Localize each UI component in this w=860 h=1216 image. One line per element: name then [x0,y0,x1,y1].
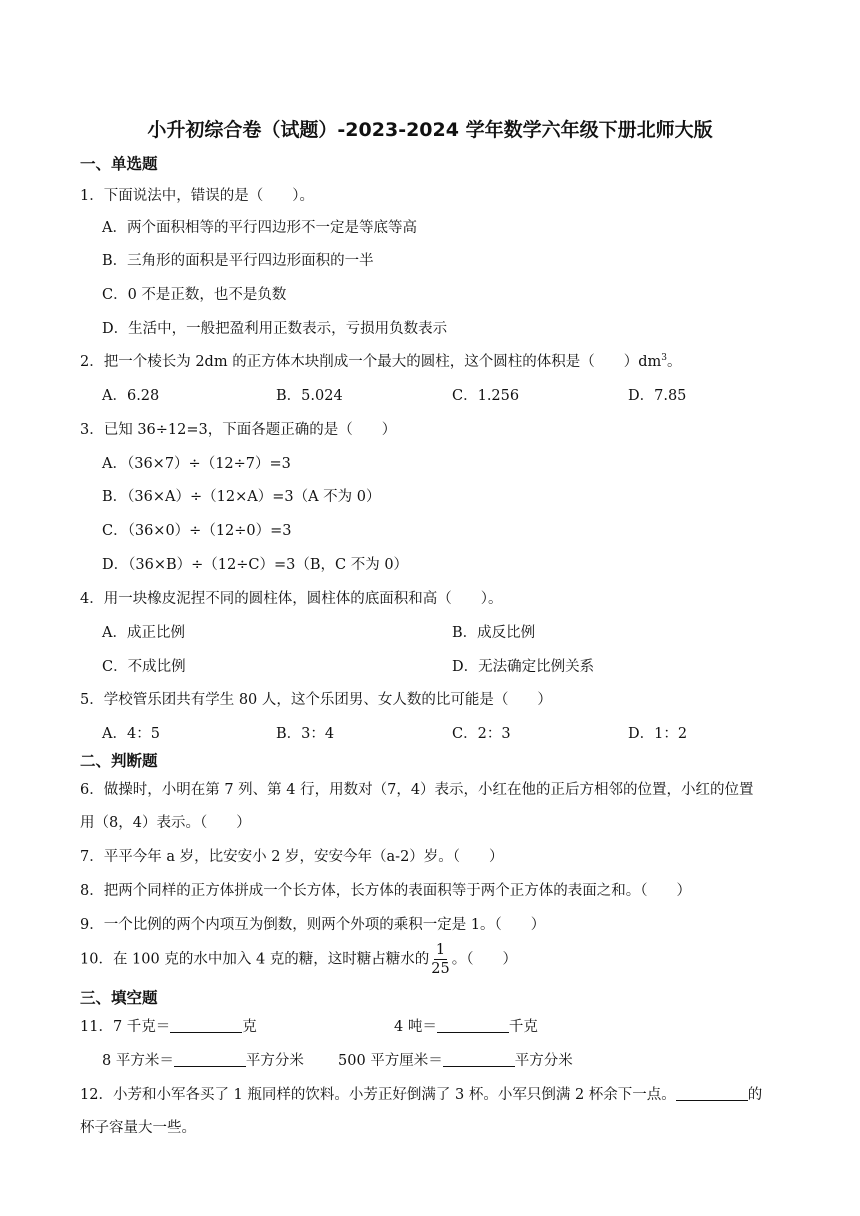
question-5-option-d: D．1：2 [628,726,688,742]
question-12-text: 12．小芳和小军各买了 1 瓶同样的饮料。小芳正好倒满了 3 杯。小军只倒满 2 杯余下一点。 [80,1087,676,1103]
section-heading-fill-in: 三、填空题 [80,989,158,1007]
question-3-option-b: B．（36×A）÷（12×A）=3（A 不为 0） [102,489,381,505]
question-2-stem-text: 2．把一个棱长为 2dm 的正方体木块削成一个最大的圆柱，这个圆柱的体积是（ ）dm [80,354,662,370]
answer-blank[interactable] [443,1052,515,1067]
question-3-option-d: D．（36×B）÷（12÷C）=3（B，C 不为 0） [102,557,409,573]
question-2-unit-exponent: 3 [661,353,667,364]
question-2-option-b: B．5.024 [276,388,343,404]
question-1-option-a: A．两个面积相等的平行四边形不一定是等底等高 [102,220,417,236]
question-11-part-3-unit: 平方分米 [245,1053,304,1069]
question-6-line-2: 用（8，4）表示。（ ） [80,815,251,831]
question-12-line-1 [80,1083,762,1104]
section-heading-true-false: 二、判断题 [80,752,158,770]
question-2-stem [80,350,681,371]
question-4-option-b: B．成反比例 [452,625,536,641]
question-11-part-2-text: 4 吨＝ [394,1019,437,1035]
question-10-text: 10．在 100 克的水中加入 4 克的糖，这时糖占糖水的 [80,951,430,968]
question-2-option-d: D．7.85 [628,388,687,404]
question-11-part-1-unit: 克 [242,1019,257,1035]
question-11-part-2-unit: 千克 [508,1019,538,1035]
question-11-part-3-text: 8 平方米＝ [102,1053,174,1069]
question-10-end: 。（ ） [451,951,517,968]
question-11-part-4 [338,1049,573,1070]
question-4-option-d: D．无法确定比例关系 [452,659,595,675]
question-5-option-b: B．3：4 [276,726,335,742]
question-4-option-c: C．不成比例 [102,659,186,675]
question-2-option-c: C．1.256 [452,388,520,404]
question-12-line-2: 杯子容量大一些。 [80,1120,196,1136]
question-9: 9．一个比例的两个内项互为倒数，则两个外项的乘积一定是 1。（ ） [80,917,546,933]
question-5-option-a: A．4：5 [102,726,160,742]
question-5-option-c: C．2：3 [452,726,511,742]
question-7: 7．平平今年 a 岁，比安安小 2 岁，安安今年（a-2）岁。（ ） [80,849,504,865]
question-12-text-end: 的 [747,1087,763,1103]
question-2-option-a: A．6.28 [102,388,160,404]
question-1-option-b: B．三角形的面积是平行四边形面积的一半 [102,253,374,269]
question-3-option-c: C．（36×0）÷（12÷0）=3 [102,523,292,539]
answer-blank[interactable] [170,1018,242,1033]
question-11-part-1-text: 11．7 千克＝ [80,1019,171,1035]
answer-blank[interactable] [437,1018,509,1033]
question-8: 8．把两个同样的正方体拼成一个长方体，长方体的表面积等于两个正方体的表面之和。（ ） [80,883,691,899]
fraction-one-twentyfifth [431,941,449,978]
question-5-stem: 5．学校管乐团共有学生 80 人，这个乐团男、女人数的比可能是（ ） [80,692,552,708]
fraction-denominator: 25 [431,961,450,977]
question-11-part-2 [394,1015,538,1036]
question-11-part-4-text: 500 平方厘米＝ [338,1053,443,1069]
question-11-part-3 [102,1049,304,1070]
question-2-stem-end: 。 [666,354,682,370]
question-4-stem: 4．用一块橡皮泥捏不同的圆柱体，圆柱体的底面积和高（ ）。 [80,591,503,607]
question-1-option-c: C．0 不是正数，也不是负数 [102,287,287,303]
fraction-numerator: 1 [435,942,446,958]
answer-blank[interactable] [676,1086,748,1101]
question-10 [80,941,517,978]
question-11-part-4-unit: 平方分米 [514,1053,573,1069]
question-4-option-a: A．成正比例 [102,625,185,641]
question-6-line-1: 6．做操时，小明在第 7 列、第 4 行，用数对（7，4）表示，小红在他的正后方相邻的位置，小红的位置 [80,782,754,798]
page-title: 小升初综合卷（试题）-2023-2024 学年数学六年级下册北师大版 [147,119,713,141]
question-3-stem: 3．已知 36÷12=3，下面各题正确的是（ ） [80,422,397,438]
question-1-option-d: D．生活中，一般把盈利用正数表示，亏损用负数表示 [102,321,448,337]
section-heading-single-choice: 一、单选题 [80,155,158,173]
answer-blank[interactable] [174,1052,246,1067]
question-3-option-a: A．（36×7）÷（12÷7）=3 [102,456,291,472]
question-1-stem: 1．下面说法中，错误的是（ ）。 [80,188,314,204]
question-11-part-1 [80,1015,257,1036]
